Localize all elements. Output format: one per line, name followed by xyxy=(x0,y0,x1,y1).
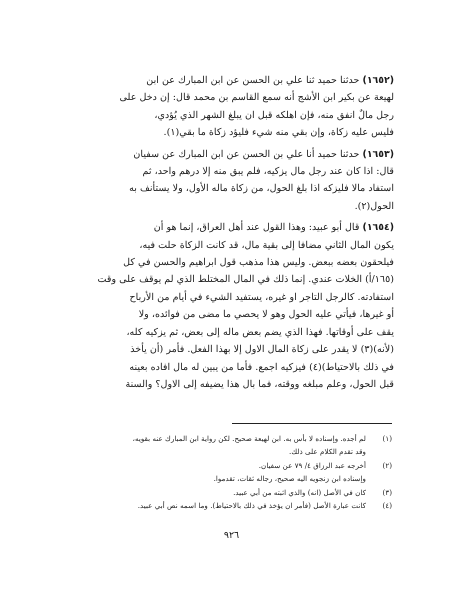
text-line: استفاد مالا فليزكه اذا بلغ الحول، من زكاة ماله الأول، ولا يستأنف به xyxy=(129,183,394,195)
text-line: (١٦٥٢) حدثنا حميد ثنا علي بن الحسن عن ابن المبارك عن ابن xyxy=(146,75,394,86)
text-line: فليس عليه زكاة، وإن بقي منه شيء فليؤد زكاة ما بقي(١). xyxy=(163,127,394,139)
text-line: (لأنه)(٣) لا يقدر على زكاة المال الاول إلا بهذا الفعل. فأمر (أن يأخذ xyxy=(130,344,394,356)
paragraph-number: (١٦٥٤) xyxy=(362,222,394,234)
footnote-number: (١) xyxy=(382,434,392,443)
footnotes xyxy=(92,432,392,512)
footnote-text: وإسناده ابن زنجويه اليه صحيح، رجاله ثقات، تقدموا. xyxy=(213,474,366,484)
text-line: أو غيرها، فيأتي عليه الحول وهو لا يحصي ما مضى من فوائده، ولا xyxy=(138,309,394,321)
text-line: في ذلك بالاحتياط)(٤) فيزكيه اجمع. فأما من يبين له مال افاده بعينه xyxy=(129,361,394,373)
text-line: فيلحقون بعضه ببعض. وليس هذا مذهب قول ابراهيم والحسن في كل xyxy=(123,257,394,269)
paragraph-1652 xyxy=(82,72,394,142)
footnote-text: كان في الأصل (انه) والذي اثبته من أبي عبيد. xyxy=(233,487,366,497)
paragraph-1653 xyxy=(82,146,394,216)
footnote-text: أخرجه عبد الرزاق ٤/ ٧٩ عن سفيان. xyxy=(258,460,366,470)
paragraph-number: (١٦٥٢) xyxy=(362,75,394,86)
text-line: (١٦٥٤) قال أبو عبيد: وهذا القول عند أهل العراق، إنما هو أن xyxy=(153,222,394,234)
footnote-number xyxy=(366,445,392,458)
text-line: (١٦٥/أ) الخلات عندي. إنما ذلك في المال المختلط الذي لم يوقف على وقت xyxy=(97,274,394,286)
footnote-separator xyxy=(232,423,392,424)
footnote xyxy=(92,459,392,472)
footnote-text: وقد تقدم الكلام على ذلك. xyxy=(289,447,366,457)
footnote xyxy=(92,432,392,445)
footnote xyxy=(92,445,392,458)
footnote-number: (٤) xyxy=(382,501,392,511)
footnote-number xyxy=(366,472,392,485)
footnote-number: (٣) xyxy=(382,487,392,497)
text-line: استفادته. كالرجل التاجر او غيره، يستفيد الشيء في أيام من الأرباح xyxy=(129,291,394,303)
text-line: يقف على أوقاتها. فهذا الذي يضم بعض ماله إلى بعض، ثم يزكيه كله، xyxy=(126,326,394,338)
footnote-number: (٢) xyxy=(382,460,392,470)
footnote-text: كانت عبارة الأصل (فأمر ان يؤخذ في ذلك بالاحتياط). وما اسمه نص أبي عبيد. xyxy=(137,501,366,511)
paragraph-number: (١٦٥٣) xyxy=(362,148,394,160)
text-line: (١٦٥٣) حدثنا حميد أنا علي بن الحسن عن ابن المبارك عن سفيان xyxy=(133,148,394,160)
text-line: يكون المال الثاني مضافا إلى بقية مال، قد كانت الزكاة حلت فيه، xyxy=(139,239,394,251)
page-number: ٩٢٦ xyxy=(223,530,240,541)
text-line: قال: اذا كان عند رجل مال يزكيه، فلم يبق منه إلا درهم واحد، ثم xyxy=(142,166,394,178)
footnote xyxy=(92,472,392,485)
text-line: رجل مالٌ انفق منه، فإن اهلكه قبل ان يبلغ الشهر الذي يُؤدي، xyxy=(154,109,394,121)
main-text xyxy=(82,72,394,397)
text-line: الحول(٢). xyxy=(354,200,394,212)
text-line: لهيعة عن بكير ابن الأشج أنه سمع القاسم بن محمد قال: إن دخل على xyxy=(119,92,394,104)
paragraph-1654 xyxy=(82,219,394,393)
footnote xyxy=(92,499,392,512)
text-line: قبل الحول، وعلم مبلغه ووقته، فما بال هذا يضيفه إلى الاول؟ والسنة xyxy=(125,378,394,390)
footnote xyxy=(92,486,392,499)
footnote-text: لم أجده. وإسناده لا بأس به. ابن لهيعة صحيح. لكن رواية ابن المبارك عنه بقويه، xyxy=(132,434,366,443)
